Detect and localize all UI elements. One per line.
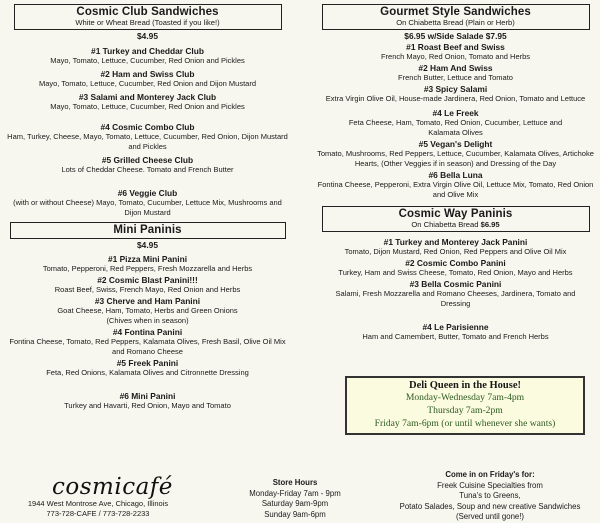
section-price: $4.95 xyxy=(137,31,158,41)
section-subtitle xyxy=(325,220,587,229)
item-desc: Fontina Cheese, Tomato, Red Peppers, Kalamata Olives, Fresh Basil, Olive Oil Mix and Romano Cheese xyxy=(9,337,286,356)
menu-item xyxy=(315,237,596,257)
item-desc: Lots of Cheddar Cheese. Tomato and French Butter xyxy=(61,165,234,174)
address-block xyxy=(18,499,178,519)
menu-item xyxy=(6,296,289,326)
friday-specials xyxy=(390,470,590,523)
friday-line: (Served until gone!) xyxy=(455,512,525,521)
item-desc: Tomato, Pepperoni, Red Peppers, Fresh Mozzarella and Herbs xyxy=(42,264,253,273)
menu-item xyxy=(315,279,596,309)
item-name: #1 Roast Beef and Swiss xyxy=(406,42,505,52)
item-name: #3 Cherve and Ham Panini xyxy=(94,296,201,306)
item-name: #2 Cosmic Blast Panini!!! xyxy=(97,275,198,285)
section-title: Gourmet Style Sandwiches xyxy=(380,6,531,18)
item-desc: Mayo, Tomato, Lettuce, Cucumber, Red Onion and Pickles xyxy=(50,102,245,111)
menu-item xyxy=(315,108,596,138)
item-name: #1 Turkey and Monterey Jack Panini xyxy=(383,237,528,247)
friday-line: Potato Salades, Soup and new creative Sandwiches xyxy=(399,501,581,511)
hours-line: Saturday 9am-9pm xyxy=(261,499,329,508)
item-name: #5 Grilled Cheese Club xyxy=(101,155,194,165)
menu-item xyxy=(315,42,596,62)
section-subtitle: On Chiabetta Bread (Plain or Herb) xyxy=(396,18,515,27)
item-name: #4 Le Parisienne xyxy=(422,322,489,332)
menu-item xyxy=(6,391,289,411)
item-name: #5 Vegan's Delight xyxy=(418,139,493,149)
section-price: $4.95 xyxy=(137,240,158,250)
cosmic-way-paninis-header xyxy=(322,206,590,232)
deli-hours-line: Thursday 7am-2pm xyxy=(427,405,503,416)
item-name: #6 Mini Panini xyxy=(119,391,176,401)
section-title: Cosmic Way Paninis xyxy=(398,208,513,220)
item-desc: Ham and Camembert, Butter, Tomato and French Herbs xyxy=(362,332,549,341)
item-desc: Feta, Red Onions, Kalamata Olives and Citronnette Dressing xyxy=(46,368,249,377)
deli-queen-box xyxy=(345,376,585,435)
deli-hours-line: Friday 7am-6pm (or until whenever she wants) xyxy=(374,418,556,429)
gourmet-sandwiches-header xyxy=(322,4,590,30)
menu-item xyxy=(6,155,289,175)
item-desc: Roast Beef, Swiss, French Mayo, Red Onion and Herbs xyxy=(54,285,241,294)
item-desc: French Mayo, Red Onion, Tomato and Herbs xyxy=(380,52,531,61)
address-line: 1944 West Montrose Ave, Chicago, Illinois xyxy=(27,499,169,508)
item-desc: Ham, Turkey, Cheese, Mayo, Tomato, Lettuce, Cucumber, Red Onion, Dijon Mustard and Pickles xyxy=(7,132,288,151)
item-name: #2 Ham and Swiss Club xyxy=(100,69,195,79)
item-name: #1 Turkey and Cheddar Club xyxy=(91,46,204,56)
item-desc: Mayo, Tomato, Lettuce, Cucumber, Red Onion and Dijon Mustard xyxy=(38,79,257,88)
item-desc: Salami, Fresh Mozzarella and Romano Cheeses, Jardinera, Tomato and Dressing xyxy=(335,289,576,308)
right-column xyxy=(315,4,596,342)
mini-paninis-header xyxy=(10,222,286,239)
item-name: #4 Cosmic Combo Club xyxy=(100,122,195,132)
hours-line: Monday-Friday 7am - 9pm xyxy=(249,488,341,498)
section-subtitle: White or Wheat Bread (Toasted if you like!) xyxy=(75,18,220,27)
item-desc: Extra Virgin Olive Oil, House-made Jardinera, Red Onion, Tomato and Lettuce xyxy=(325,94,586,103)
section-price: $6.95 xyxy=(480,220,500,229)
menu-item xyxy=(315,84,596,104)
item-desc: French Butter, Lettuce and Tomato xyxy=(398,73,513,82)
deli-hours-line: Monday-Wednesday 7am-4pm xyxy=(405,392,525,403)
item-name: #6 Veggie Club xyxy=(117,188,178,198)
item-desc: Turkey and Havarti, Red Onion, Mayo and Tomato xyxy=(64,401,231,410)
left-column xyxy=(6,4,289,411)
store-hours xyxy=(240,478,350,520)
store-hours-title: Store Hours xyxy=(272,478,318,487)
item-name: #3 Salami and Monterey Jack Club xyxy=(78,92,217,102)
item-desc: Tomato, Mushrooms, Red Peppers, Lettuce, Cucumber, Kalamata Olives, Artichoke Hearts, (Other Veggies if in season) and Dressing of the Day xyxy=(317,149,594,168)
item-name: #2 Cosmic Combo Panini xyxy=(405,258,506,268)
deli-title: Deli Queen in the House! xyxy=(409,380,521,391)
item-name: #6 Bella Luna xyxy=(428,170,483,180)
menu-item xyxy=(6,358,289,378)
item-desc: (with or without Cheese) Mayo, Tomato, Cucumber, Lettuce Mix, Mushrooms and Dijon Mustard xyxy=(13,198,282,217)
item-desc: Fontina Cheese, Pepperoni, Extra Virgin Olive Oil, Lettuce Mix, Tomato, Red Onion and Olive Mix xyxy=(317,180,594,199)
menu-item xyxy=(315,258,596,278)
item-name: #2 Ham And Swiss xyxy=(418,63,493,73)
menu-item xyxy=(315,139,596,169)
friday-line: Tuna's to Greens, xyxy=(459,491,521,500)
hours-line: Sunday 9am-6pm xyxy=(264,509,326,519)
cosmicafe-logo: cosmicafé xyxy=(52,474,173,500)
menu-item xyxy=(6,46,289,66)
section-title: Cosmic Club Sandwiches xyxy=(76,6,219,18)
friday-title: Come in on Friday's for: xyxy=(445,470,535,479)
menu-item xyxy=(315,63,596,83)
item-desc: Feta Cheese, Ham, Tomato, Red Onion, Cucumber, Lettuce and Kalamata Olives xyxy=(348,118,563,137)
item-desc: Tomato, Dijon Mustard, Red Onion, Red Peppers and Olive Oil Mix xyxy=(344,247,567,256)
menu-item xyxy=(6,69,289,89)
item-name: #4 Fontina Panini xyxy=(112,327,183,337)
item-name: #1 Pizza Mini Panini xyxy=(107,254,188,264)
menu-item xyxy=(6,275,289,295)
item-desc: Mayo, Tomato, Lettuce, Cucumber, Red Onion and Pickles xyxy=(50,56,245,65)
item-name: #4 Le Freek xyxy=(432,108,479,118)
friday-line: Freek Cuisine Specialties from xyxy=(437,480,543,490)
menu-item xyxy=(315,322,596,342)
section-title: Mini Paninis xyxy=(113,224,182,236)
menu-item xyxy=(6,92,289,112)
section-price: $6.95 w/Side Salade $7.95 xyxy=(404,31,507,41)
item-name: #3 Spicy Salami xyxy=(423,84,488,94)
club-sandwiches-header xyxy=(14,4,282,30)
menu-item xyxy=(6,122,289,152)
menu-item xyxy=(6,188,289,218)
menu-item xyxy=(6,327,289,357)
item-desc: Goat Cheese, Ham, Tomato, Herbs and Green Onions (Chives when in season) xyxy=(57,306,238,325)
section-subtitle-text: On Chiabetta Bread xyxy=(411,220,479,229)
item-desc: Turkey, Ham and Swiss Cheese, Tomato, Red Onion, Mayo and Herbs xyxy=(338,268,573,277)
menu-item xyxy=(315,170,596,200)
phone-line: 773-728-CAFE / 773-728-2233 xyxy=(46,509,150,518)
item-name: #3 Bella Cosmic Panini xyxy=(409,279,502,289)
menu-item xyxy=(6,254,289,274)
item-name: #5 Freek Panini xyxy=(116,358,179,368)
